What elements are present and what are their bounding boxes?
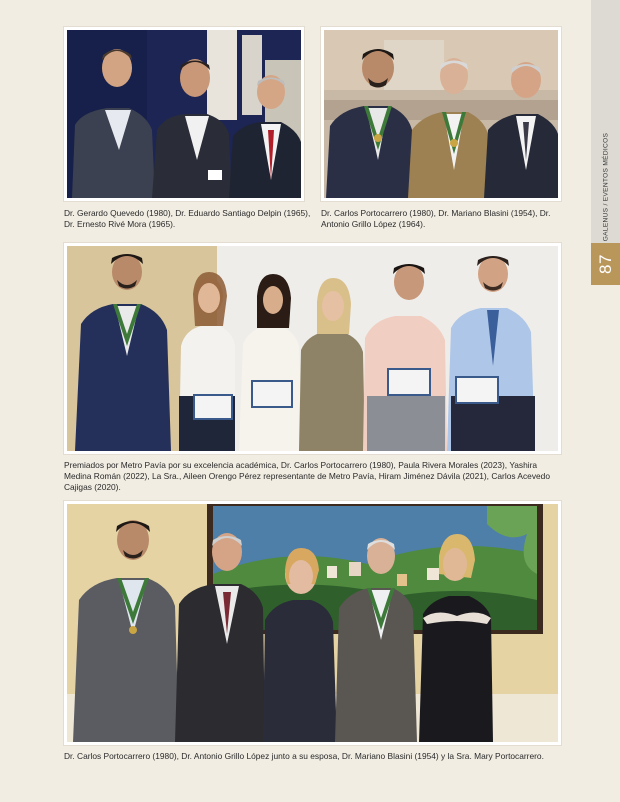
section-label-text: GALENUS / EVENTOS MÉDICOS [602, 132, 610, 241]
photo-4 [64, 501, 561, 745]
page-number-box [591, 243, 620, 285]
section-label [597, 134, 615, 239]
photo-1 [64, 27, 304, 201]
photo-2-caption: Dr. Carlos Portocarrero (1980), Dr. Mariano Blasini (1954), Dr. Antonio Grillo López (1964). [321, 208, 551, 229]
photo-4-caption: Dr. Carlos Portocarrero (1980), Dr. Antonio Grillo López junto a su esposa, Dr. Mariano Blasini (1954) y la Sra. Mary Portocarrero. [64, 751, 544, 761]
photo-3-caption: Premiados por Metro Pavía por su excelencia académica, Dr. Carlos Portocarrero (1980), Paula Rivera Morales (2023), Yashira Medina Román (2022), La Sra., Aileen Orengo Pérez representante de Metro Pavía, Hiram Jiménez Dávila (2021), Carlos Acevedo Cajigas (2020). [64, 460, 550, 492]
page-number: 87 [595, 254, 615, 274]
photo-2 [321, 27, 561, 201]
photo-3 [64, 243, 561, 454]
side-tab [591, 0, 620, 802]
photo-1-caption: Dr. Gerardo Quevedo (1980), Dr. Eduardo Santiago Delpin (1965), Dr. Ernesto Rivé Mora (1965). [64, 208, 311, 229]
